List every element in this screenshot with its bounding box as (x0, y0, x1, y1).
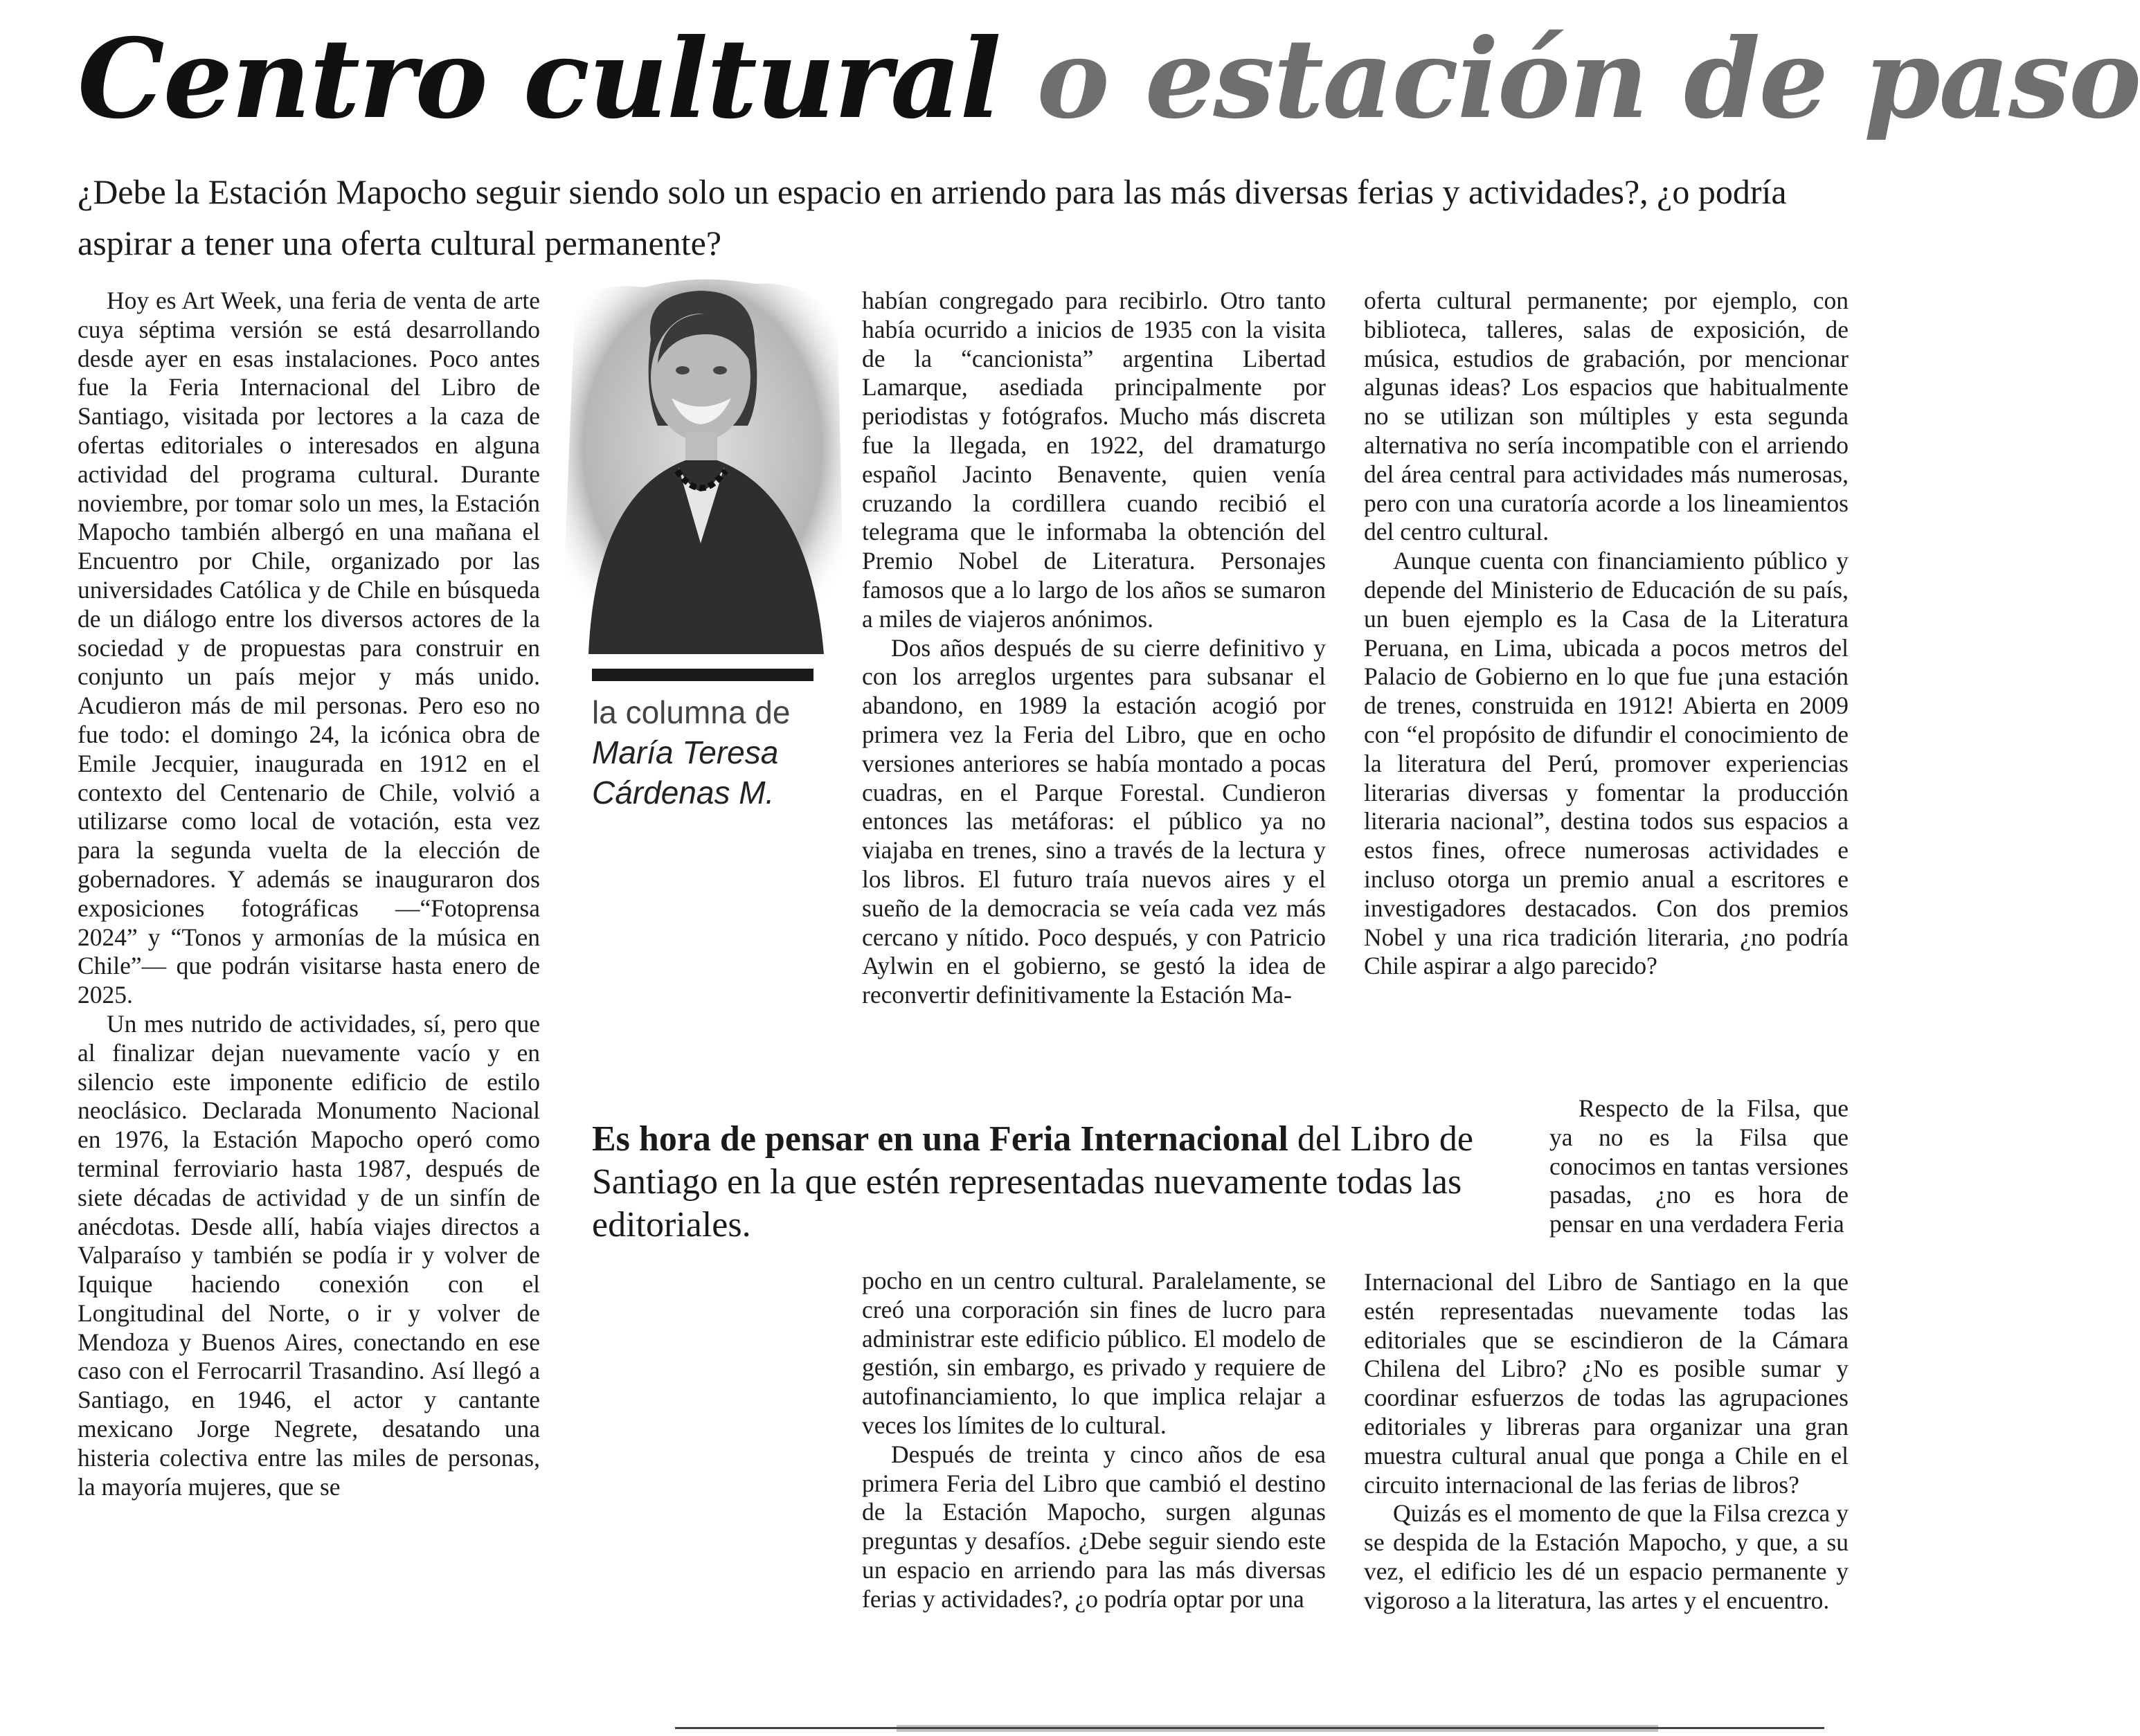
headline-dark: Centro cultural (78, 15, 1000, 143)
body-column-2-top (862, 287, 1326, 1010)
body-column-3-top (1364, 287, 1849, 981)
paragraph: Internacional del Libro de Santiago en la que estén representadas nuevamente todas las editoriales que se escindieron de la Cámara Chilena del Libro? ¿No es posible sumar y coordinar esfuerzos de todas las agrupaciones editoriales y libreras para organizar una gran muestra cultural anual que ponga a Chile en el circuito internacional de las ferias de libros? (1364, 1268, 1849, 1499)
paragraph: oferta cultural permanente; por ejemplo, con biblioteca, talleres, salas de exposición, de música, estudios de grabación, por mencionar algunas ideas? Los espacios que habitualmente no se utilizan son múltiples y esta segunda alternativa no sería incompatible con el arriendo del área central para actividades más numerosas, pero con una curatoría acorde a los lineamientos del centro cultural. (1364, 287, 1849, 546)
body-column-3-bottom (1364, 1268, 1849, 1616)
paragraph: Hoy es Art Week, una feria de venta de arte cuya séptima versión se está desarrollando desde ayer en esas instalaciones. Poco antes fue la Feria Internacional del Libro de Santiago, visitada por lectores a la caza de ofertas editoriales o interesados en alguna actividad del programa cultural. Durante noviembre, por tomar solo un mes, la Estación Mapocho también albergó en una mañana el Encuentro por Chile, organizado por las universidades Católica y de Chile en búsqueda de un diálogo entre los diversos actores de la sociedad y de propuestas para construir en conjunto un país mejor y más unido. Acudieron más de mil personas. Pero eso no fue todo: el domingo 24, la icónica obra de Emile Jecquier, inaugurada en 1912 en el contexto del Centenario de Chile, volvió a utilizarse como local de votación, esta vez para la segunda vuelta de la elección de gobernadores. Y además se inauguraron dos exposiciones fotográficas —“Fotoprensa 2024” y “Tonos y armonías de la música en Chile”— que podrán visitarse hasta enero de 2025. (78, 287, 540, 1009)
body-column-3-middle (1549, 1094, 1849, 1239)
headline-grey: o estación de paso (1036, 15, 2140, 143)
paragraph: Aunque cuenta con financiamiento público y depende del Ministerio de Educación de su país, un buen ejemplo es la Casa de la Literatura Peruana, en Lima, ubicada a pocos metros del Palacio de Gobierno en lo que fue ¡una estación de trenes, construida en 1912! Abierta en 2009 con “el propósito de difundir el conocimiento de la literatura del Perú, promover experiencias literarias diversas y fomentar la producción literaria nacional”, destina todos sus espacios a estos fines, ofrece numerosas actividades e incluso otorga un premio anual a escritores e investigadores destacados. Con dos premios Nobel y una rica tradición literaria, ¿no podría Chile aspirar a algo parecido? (1364, 547, 1849, 980)
paragraph: Respecto de la Filsa, que ya no es la Filsa que conocimos en tantas versiones pasadas, ¿no es hora de pensar en una verdadera Feria (1549, 1094, 1849, 1238)
byline-bar (592, 669, 813, 681)
deck: ¿Debe la Estación Mapocho seguir siendo solo un espacio en arriendo para las más diversas ferias y actividades?, ¿o podría aspirar a tener una oferta cultural permanente? (78, 172, 1787, 262)
author-portrait (547, 266, 852, 668)
paragraph: Un mes nutrido de actividades, sí, pero que al finalizar dejan nuevamente vacío y en silencio este imponente edificio de estilo neoclásico. Declarada Monumento Nacional en 1976, la Estación Mapocho operó como terminal ferroviario hasta 1987, después de siete décadas de actividad y de un sinfín de anécdotas. Desde allí, había viajes directos a Valparaíso y también se podía ir y volver de Iquique haciendo conexión con el Longitudinal del Norte, o ir y volver de Mendoza y Buenos Aires, conectando en ese caso con el Ferrocarril Trasandino. Así llegó a Santiago, en 1946, el actor y cantante mexicano Jorge Negrete, desatando una histeria colectiva entre las miles de personas, la mayoría mujeres, que se (78, 1009, 540, 1501)
byline-label: la columna de (592, 694, 791, 730)
paragraph: Quizás es el momento de que la Filsa crezca y se despida de la Estación Mapocho, y que, a su vez, el edificio les dé un espacio permanente y vigoroso a la literatura, las artes y el encuentro. (1364, 1499, 1849, 1614)
headline (78, 7, 2140, 152)
body-column-1 (78, 287, 540, 1501)
byline (592, 692, 869, 813)
pull-quote-bold: Es hora de pensar en una Feria Internacional (592, 1119, 1288, 1159)
byline-name-line-2: Cárdenas M. (592, 775, 775, 811)
pull-quote-regular: del Libro de Santiago en la que estén representadas nuevamente todas las editoriales. (592, 1119, 1474, 1245)
paragraph: Después de treinta y cinco años de esa primera Feria del Libro que cambió el destino de la Estación Mapocho, surgen algunas preguntas y desafíos. ¿Debe seguir siendo este un espacio en arriendo para las más diversas ferias y actividades?, ¿o podría optar por una (862, 1440, 1326, 1613)
pull-quote (592, 1118, 1492, 1247)
byline-name-line-1: María Teresa (592, 734, 779, 770)
paragraph: pocho en un centro cultural. Paralelamente, se creó una corporación sin fines de lucro para administrar este edificio público. El modelo de gestión, sin embargo, es privado y requiere de autofinanciamiento, lo que implica relajar a veces los límites de lo cultural. (862, 1267, 1326, 1439)
bottom-rule (675, 1727, 1824, 1729)
paragraph: habían congregado para recibirlo. Otro tanto había ocurrido a inicios de 1935 con la visita de la “cancionista” argentina Libertad Lamarque, asediada principalmente por periodistas y fotógrafos. Mucho más discreta fue la llegada, en 1922, del dramaturgo español Jacinto Benavente, quien venía cruzando la cordillera cuando recibió el telegrama que le informaba la obtención del Premio Nobel de Literatura. Personajes famosos que a lo largo de los años se sumaron a miles de viajeros anónimos. (862, 287, 1326, 633)
body-column-2-bottom (862, 1267, 1326, 1614)
paragraph: Dos años después de su cierre definitivo y con los arreglos urgentes para subsanar el abandono, en 1989 la estación acogió por primera vez la Feria del Libro, que en ocho versiones anteriores se había montado a pocas cuadras, en el Parque Forestal. Cundieron entonces las metáforas: el público ya no viajaba en trenes, sino a través de la lectura y los libros. El futuro traía nuevos aires y el sueño de la democracia se veía cada vez más cercano y nítido. Poco después, y con Patricio Aylwin en el gobierno, se gestó la idea de reconvertir definitivamente la Estación Ma- (862, 633, 1326, 1009)
